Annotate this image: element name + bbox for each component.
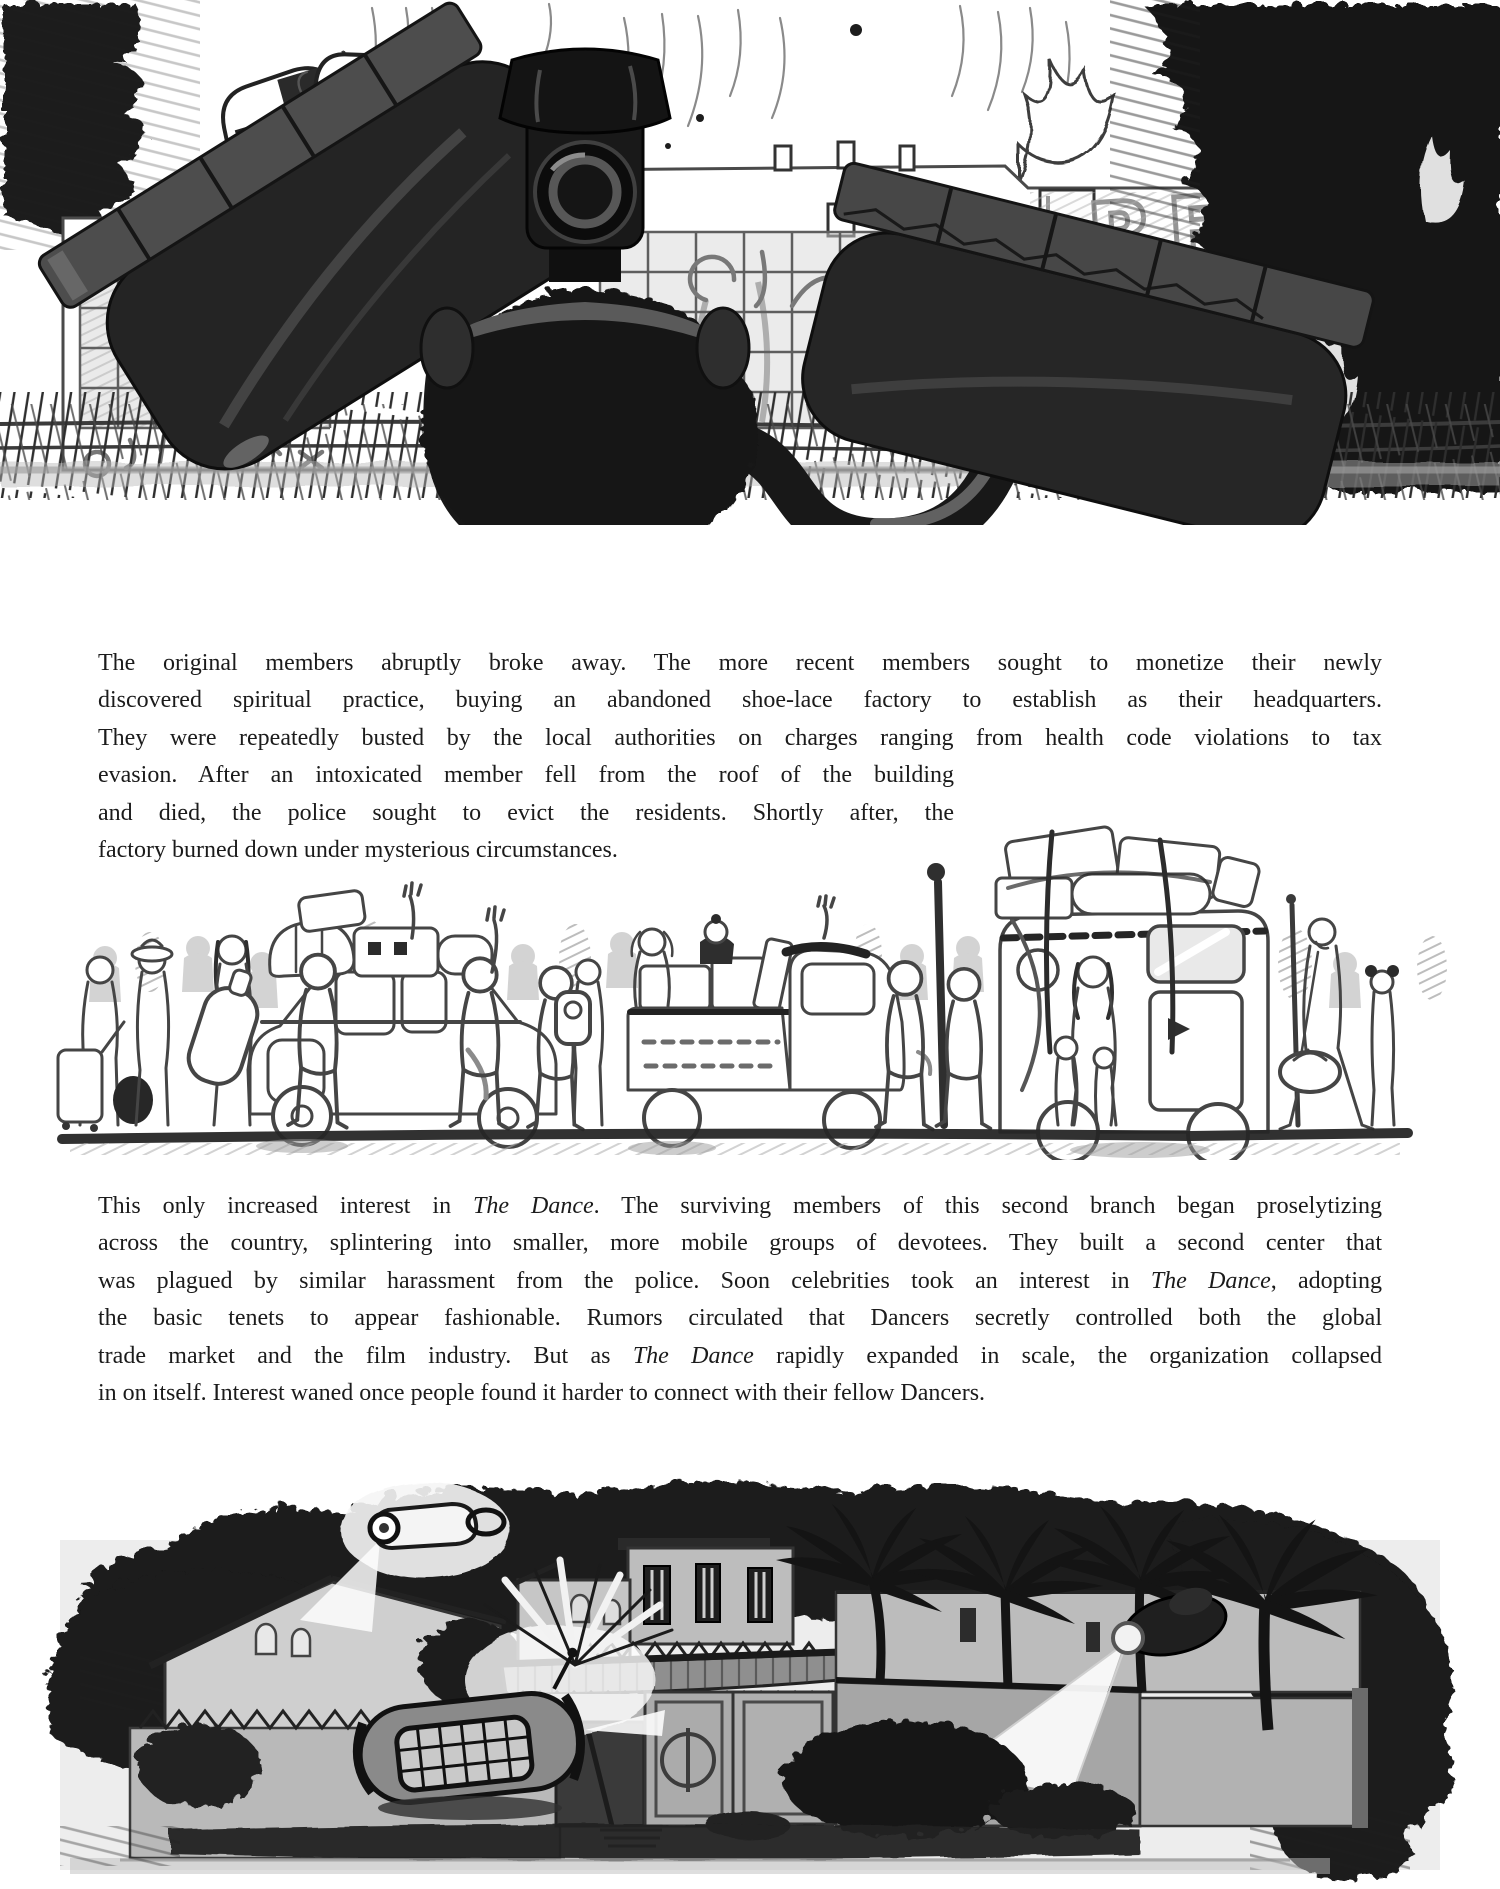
barred-windows — [644, 1564, 772, 1624]
text-line: across the country, splintering into smaller, more mobile groups of devotees. They built a second center that — [98, 1230, 1382, 1257]
text-line: They were repeatedly busted by the local authorities on charges ranging from health code violations to tax — [98, 724, 1382, 751]
ground-shadow — [60, 1824, 1330, 1874]
exodus-crowd-illustration — [0, 620, 1500, 1160]
ear-hat-kid — [1365, 965, 1399, 1125]
robot-body — [417, 285, 753, 525]
text-line: in on itself. Interest waned once people found it harder to connect with their fellow Dancers. — [98, 1380, 986, 1407]
text-line: trade market and the film industry. But as The Dance rapidly expanded in scale, the organization collapsed — [98, 1342, 1382, 1369]
ground-line — [62, 1133, 1408, 1158]
text-line: and died, the police sought to evict the residents. Shortly after, the — [98, 799, 954, 826]
dark-tree — [133, 1720, 257, 1804]
loaded-van — [996, 826, 1268, 1160]
text-line: the basic tenets to appear fashionable. Rumors circulated that Dancers secretly controlled both the global — [98, 1305, 1382, 1332]
text-line: evasion. After an intoxicated member fell from the roof of the building — [98, 762, 954, 789]
compound-raid-illustration — [0, 1430, 1500, 1889]
text-line: was plagued by similar harassment from the police. Soon celebrities took an interest in The Dance, adopting — [98, 1267, 1382, 1294]
paragraph-2 — [98, 1188, 1382, 1412]
text-line: factory burned down under mysterious circumstances. — [98, 837, 618, 864]
burning-factory-illustration — [0, 0, 1500, 525]
text-line: This only increased interest in The Dance. The surviving members of this second branch began proselytizing — [98, 1193, 1382, 1219]
loaded-car — [250, 883, 556, 1147]
text-line: The original members abruptly broke away. The more recent members sought to monetize their newly — [98, 650, 1382, 676]
text-line: discovered spiritual practice, buying an abandoned shoe-lace factory to establish as their headquarters. — [98, 687, 1382, 714]
